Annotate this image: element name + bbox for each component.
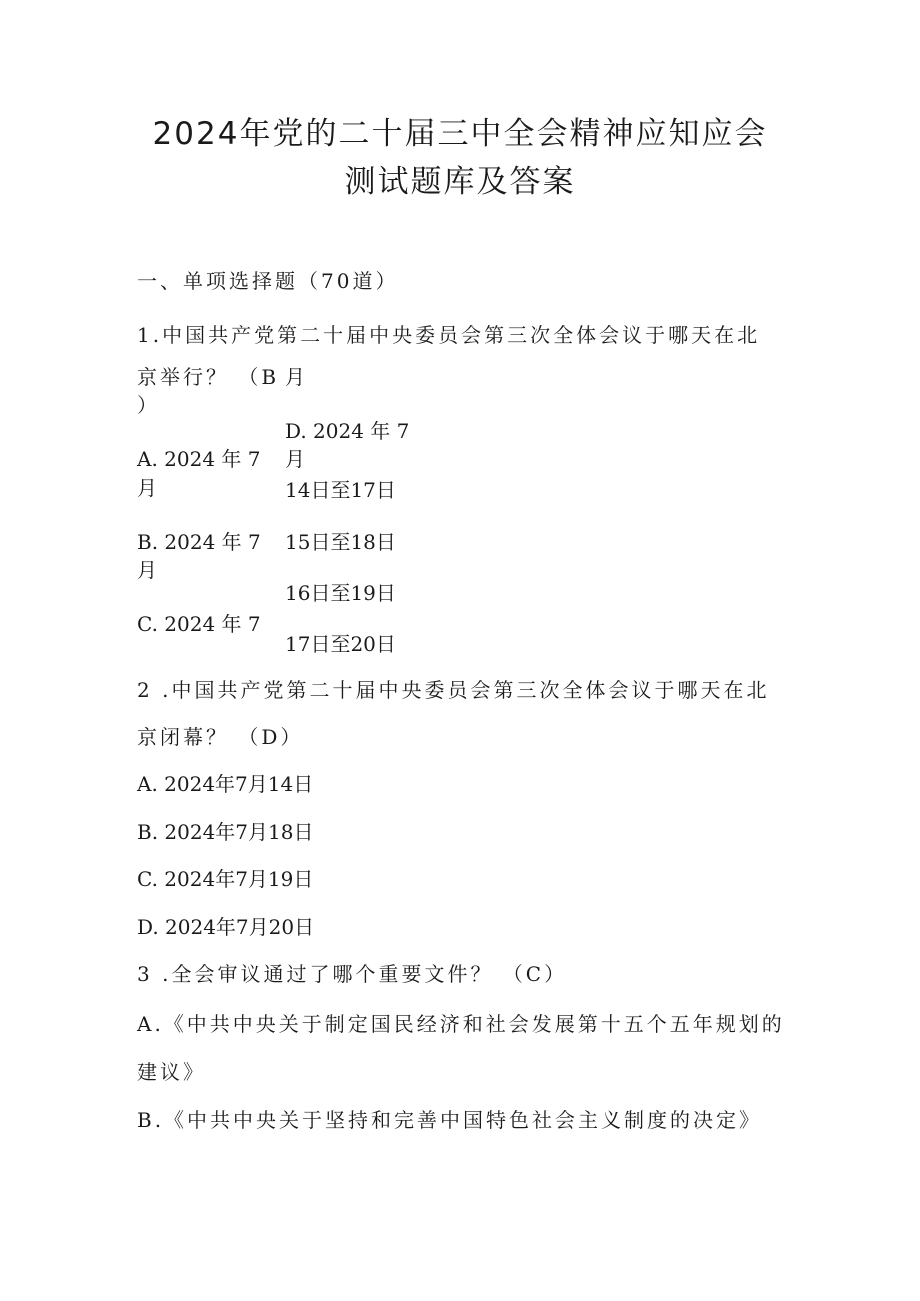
q1-option-b-prefix: B. 2024 年 7 — [137, 530, 261, 554]
document-title-line-1: 2024年党的二十届三中全会精神应知应会 — [152, 116, 768, 152]
q1-range-d: 17日至20日 — [285, 632, 396, 656]
q1-text-line-1: 1.中国共产党第二十届中央委员会第三次全体会议于哪天在北 — [137, 323, 761, 347]
q2-text-line-1: 2 .中国共产党第二十届中央委员会第三次全体会议于哪天在北 — [137, 678, 770, 702]
q2-option-d: D. 2024年7月20日 — [137, 915, 315, 939]
q1-option-a-month: 月 — [137, 476, 157, 500]
q1-option-c-prefix: C. 2024 年 7 — [137, 612, 261, 636]
q1-range-a: 14日至17日 — [285, 478, 396, 502]
q3-option-b: B.《中共中央关于坚持和完善中国特色社会主义制度的决定》 — [137, 1108, 763, 1132]
q1-option-b-month: 月 — [137, 558, 157, 582]
q2-option-a: A. 2024年7月14日 — [137, 772, 314, 796]
q2-text-line-2: 京闭幕？ （D） — [137, 725, 304, 749]
q3-option-a-line-2: 建议》 — [137, 1060, 206, 1084]
q1-text-line-2: 京举行？ （B — [137, 365, 280, 389]
q1-fragment-d-prefix: D. 2024 年 7 — [285, 419, 410, 443]
q3-option-a-line-1: A.《中共中央关于制定国民经济和社会发展第十五个五年规划的 — [137, 1012, 785, 1036]
q3-text: 3 .全会审议通过了哪个重要文件？ （C） — [137, 962, 568, 986]
q1-fragment-month-top: 月 — [285, 365, 305, 389]
q1-range-c: 16日至19日 — [285, 581, 396, 605]
q1-range-b: 15日至18日 — [285, 530, 396, 554]
q2-option-c: C. 2024年7月19日 — [137, 867, 314, 891]
section-heading: 一、单项选择题（70道） — [137, 269, 399, 293]
q1-answer-close: ） — [137, 393, 157, 417]
q2-option-b: B. 2024年7月18日 — [137, 820, 314, 844]
document-title-line-2: 测试题库及答案 — [344, 164, 576, 200]
q1-option-a-prefix: A. 2024 年 7 — [137, 447, 261, 471]
q1-fragment-month-d: 月 — [285, 447, 305, 471]
